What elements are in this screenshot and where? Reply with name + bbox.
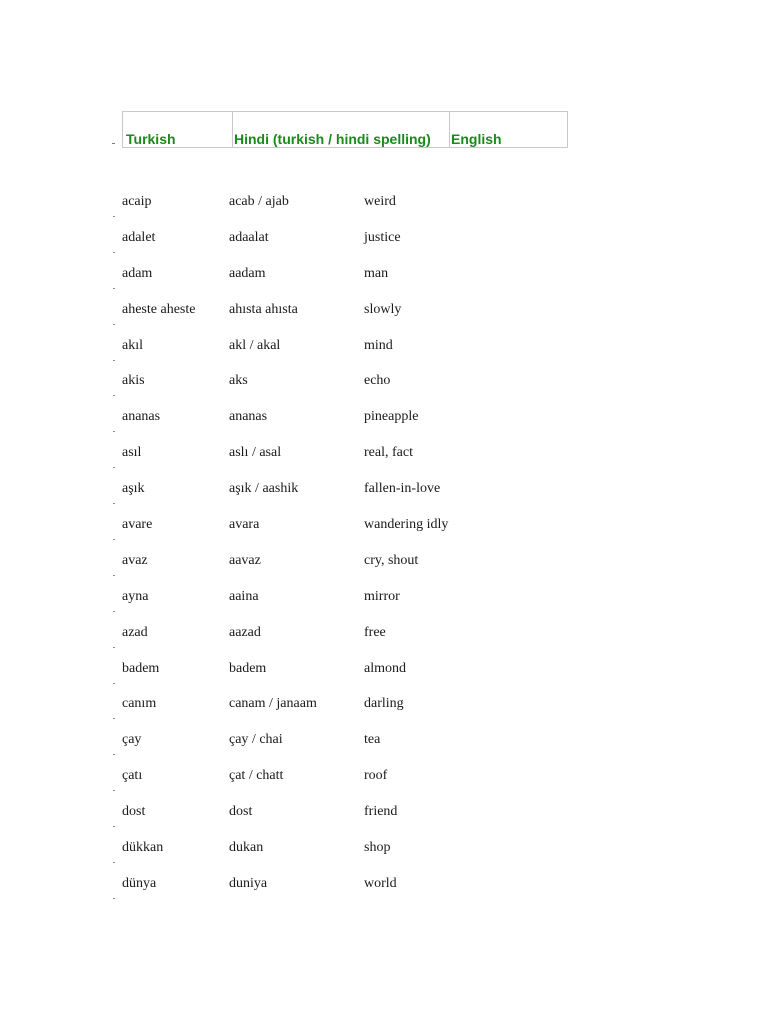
paragraph-marker (113, 539, 115, 540)
table-row (0, 444, 768, 480)
paragraph-marker (113, 862, 115, 863)
hindi-word: çay / chai (229, 732, 283, 748)
hindi-word: badem (229, 660, 267, 676)
paragraph-marker (113, 252, 115, 253)
english-word: echo (364, 373, 391, 389)
hindi-word: dukan (229, 840, 264, 856)
turkish-word: aheste aheste (122, 301, 196, 317)
table-row (0, 624, 768, 660)
turkish-word: dost (122, 804, 146, 820)
turkish-word: adalet (122, 229, 156, 245)
english-word: justice (364, 229, 401, 245)
table-row (0, 803, 768, 839)
table-row (0, 301, 768, 337)
hindi-word: dost (229, 804, 253, 820)
english-word: free (364, 624, 386, 640)
table-row (0, 875, 768, 911)
hindi-word: aks (229, 373, 248, 389)
hindi-word: ahısta ahısta (229, 301, 298, 317)
english-word: mirror (364, 588, 400, 604)
english-word: real, fact (364, 445, 413, 461)
table-row (0, 839, 768, 875)
turkish-word: akıl (122, 337, 143, 353)
paragraph-marker (113, 754, 115, 755)
hindi-word: avara (229, 517, 260, 533)
hindi-word: acab / ajab (229, 194, 289, 209)
hindi-word: aaina (229, 588, 259, 604)
english-word: weird (364, 194, 396, 209)
english-word: fallen-in-love (364, 481, 441, 497)
hindi-word: duniya (229, 875, 268, 891)
vocabulary-list (0, 193, 768, 911)
paragraph-marker (113, 611, 115, 612)
english-word: roof (364, 768, 388, 784)
turkish-word: çatı (122, 768, 143, 784)
turkish-word: ananas (122, 409, 161, 425)
hindi-word: akl / akal (229, 337, 281, 353)
hindi-word: aavaz (229, 552, 261, 568)
header-english: English (451, 131, 502, 147)
table-row (0, 660, 768, 696)
paragraph-marker (113, 683, 115, 684)
header-hindi: Hindi (turkish / hindi spelling) (233, 112, 450, 147)
table-row (0, 337, 768, 373)
english-word: slowly (364, 301, 402, 317)
turkish-word: dünya (122, 875, 157, 891)
paragraph-marker (112, 143, 115, 144)
turkish-word: canım (122, 696, 157, 712)
english-word: mind (364, 337, 393, 353)
paragraph-marker (113, 216, 115, 217)
english-word: friend (364, 804, 398, 820)
english-word: wandering idly (364, 517, 449, 533)
turkish-word: avaz (122, 552, 148, 568)
english-word: pineapple (364, 409, 419, 425)
turkish-word: ayna (122, 588, 149, 604)
table-row (0, 767, 768, 803)
turkish-word: avare (122, 517, 153, 533)
table-row (0, 731, 768, 767)
paragraph-marker (113, 898, 115, 899)
paragraph-marker (113, 288, 115, 289)
table-row (0, 372, 768, 408)
turkish-word: azad (122, 624, 148, 640)
hindi-word: canam / janaam (229, 696, 317, 712)
hindi-word: çat / chatt (229, 768, 284, 784)
paragraph-marker (113, 431, 115, 432)
english-word: man (364, 265, 389, 281)
paragraph-marker (113, 324, 115, 325)
paragraph-marker (113, 503, 115, 504)
hindi-word: aşık / aashik (229, 481, 299, 497)
paragraph-marker (113, 395, 115, 396)
english-word: darling (364, 696, 404, 712)
paragraph-marker (113, 575, 115, 576)
table-row (0, 265, 768, 301)
hindi-word: aazad (229, 624, 261, 640)
turkish-word: adam (122, 265, 153, 281)
table-row (0, 193, 768, 229)
paragraph-marker (113, 467, 115, 468)
hindi-word: aslı / asal (229, 445, 282, 461)
table-row (0, 229, 768, 265)
turkish-word: aşık (122, 481, 145, 497)
hindi-word: ananas (229, 409, 268, 425)
table-row (0, 516, 768, 552)
turkish-word: akis (122, 373, 145, 389)
turkish-word: badem (122, 660, 160, 676)
paragraph-marker (113, 826, 115, 827)
english-word: almond (364, 660, 406, 676)
table-header (122, 111, 568, 148)
table-row (0, 408, 768, 444)
hindi-word: adaalat (229, 229, 269, 245)
turkish-word: dükkan (122, 840, 164, 856)
header-turkish: Turkish (123, 112, 233, 147)
table-row (0, 695, 768, 731)
hindi-word: aadam (229, 265, 266, 281)
table-row (0, 588, 768, 624)
turkish-word: acaip (122, 194, 152, 209)
turkish-word: çay (122, 732, 142, 748)
paragraph-marker (113, 790, 115, 791)
paragraph-marker (113, 360, 115, 361)
table-row (0, 480, 768, 516)
english-word: tea (364, 732, 381, 748)
table-row (0, 552, 768, 588)
paragraph-marker (113, 718, 115, 719)
english-word: world (364, 875, 397, 891)
paragraph-marker (113, 647, 115, 648)
english-word: shop (364, 840, 391, 856)
english-word: cry, shout (364, 552, 419, 568)
turkish-word: asıl (122, 445, 142, 461)
